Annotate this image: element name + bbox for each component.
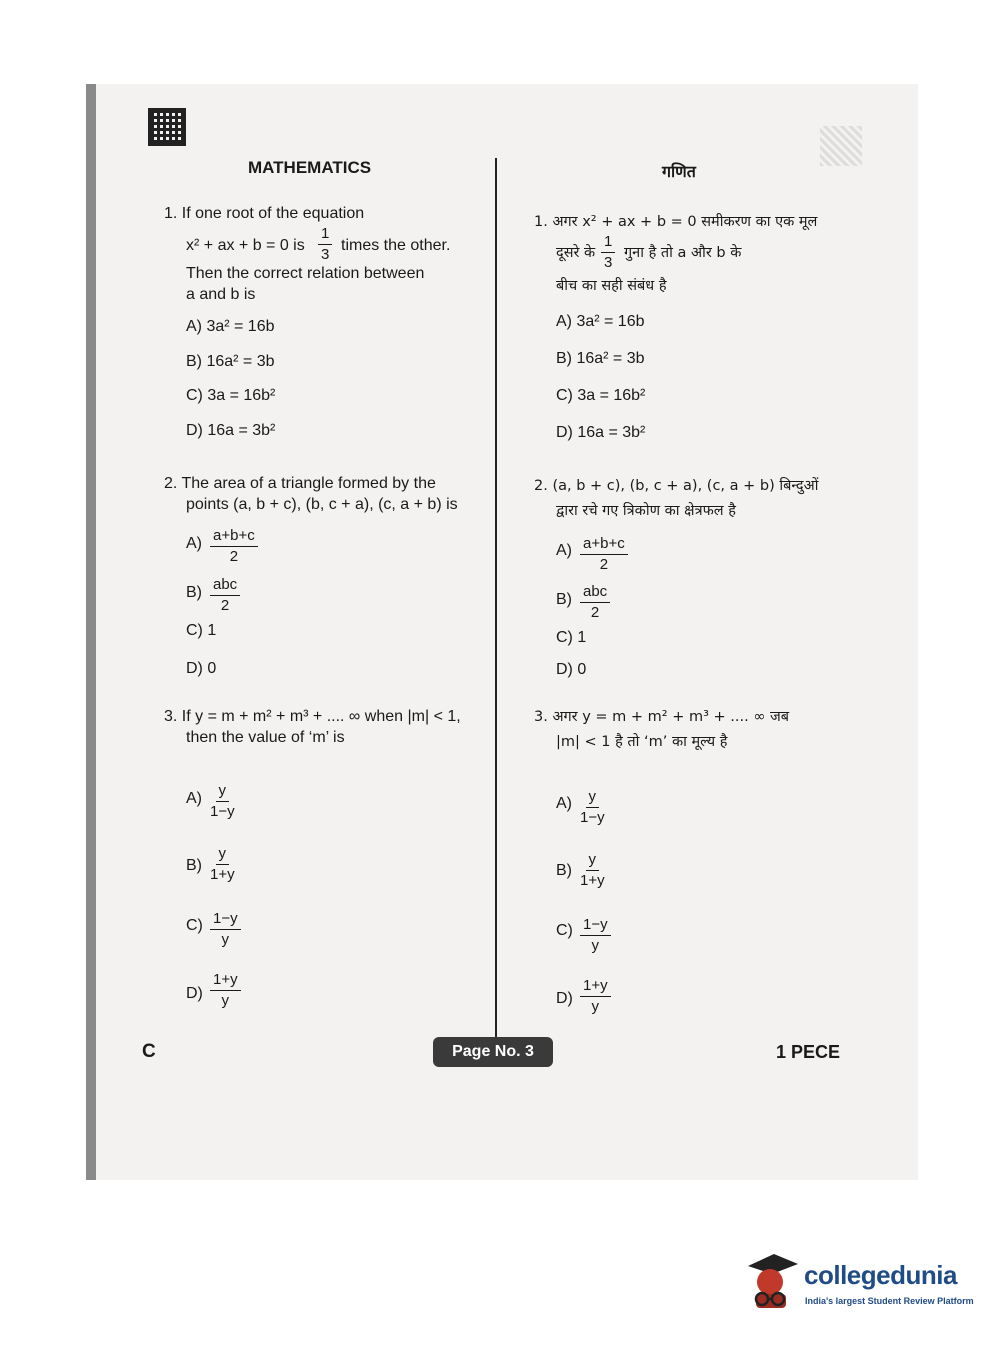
mascot-icon xyxy=(744,1252,800,1312)
frac-denominator: y xyxy=(591,937,600,954)
q1-hindi-line3: बीच का सही संबंध है xyxy=(556,278,667,294)
q2-hindi-fraction-a xyxy=(580,535,628,574)
q3-fraction-a xyxy=(210,782,235,821)
q3-hindi-fraction-c xyxy=(580,916,611,955)
q1-hindi-option-a: A) 3a² = 16b xyxy=(556,313,645,330)
frac-numerator: 1 xyxy=(601,233,615,253)
frac-denominator: 3 xyxy=(604,254,613,271)
q1-hindi-option-c: C) 3a = 16b² xyxy=(556,387,646,404)
q3-fraction-c xyxy=(210,910,241,949)
q3-hindi-line2: |m| < 1 है तो ‘m’ का मूल्य है xyxy=(556,734,728,750)
q3-hindi-label-a: A) xyxy=(556,795,572,812)
q2-hindi-label-a: A) xyxy=(556,542,572,559)
q3-hindi-line1: 3. अगर y = m + m² + m³ + .... ∞ जब xyxy=(534,709,790,725)
frac-numerator: 1−y xyxy=(580,916,611,936)
heading-hindi: गणित xyxy=(662,162,696,181)
logo-wordmark: collegedunia xyxy=(804,1260,957,1290)
q2-hindi-line2: द्वारा रचे गए त्रिकोण का क्षेत्रफल है xyxy=(556,503,736,519)
q3-hindi-label-d: D) xyxy=(556,990,573,1007)
frac-denominator: 1+y xyxy=(210,866,235,883)
frac-numerator: abc xyxy=(210,576,240,596)
q3-label-d: D) xyxy=(186,985,203,1002)
frac-denominator: y xyxy=(591,998,600,1015)
q1-hindi-line2b: गुना है तो a और b के xyxy=(624,245,742,261)
booklet-series: C xyxy=(142,1041,156,1062)
frac-denominator: 1+y xyxy=(580,872,605,889)
q3-hindi-fraction-d xyxy=(580,977,611,1016)
frac-numerator: y xyxy=(586,851,600,871)
q3-hindi-fraction-b xyxy=(580,851,605,890)
q1-hindi-fraction xyxy=(601,233,615,272)
q2-label-a: A) xyxy=(186,535,202,552)
frac-denominator: 2 xyxy=(599,556,609,573)
frac-denominator: y xyxy=(221,931,230,948)
frac-denominator: 1−y xyxy=(210,803,235,820)
q3-hindi-label-b: B) xyxy=(556,862,572,879)
frac-denominator: 2 xyxy=(220,597,230,614)
q2-line2: points (a, b + c), (b, c + a), (c, a + b) is xyxy=(186,496,458,513)
frac-numerator: 1+y xyxy=(580,977,611,997)
q1-hindi-line1: 1. अगर x² + ax + b = 0 समीकरण का एक मूल xyxy=(534,214,818,230)
q2-line1: 2. The area of a triangle formed by the xyxy=(164,475,436,492)
q3-hindi-fraction-a xyxy=(580,788,605,827)
heading-english: MATHEMATICS xyxy=(248,158,372,177)
q3-line1: 3. If y = m + m² + m³ + .... ∞ when |m| < 1, xyxy=(164,708,461,725)
q2-hindi-fraction-b xyxy=(580,583,610,622)
q1-hindi-option-b: B) 16a² = 3b xyxy=(556,350,645,367)
frac-numerator: y xyxy=(216,845,230,865)
frac-denominator: 2 xyxy=(229,548,239,565)
q3-label-a: A) xyxy=(186,790,202,807)
q1-option-c: C) 3a = 16b² xyxy=(186,387,276,404)
q2-fraction-a xyxy=(210,527,258,566)
q2-label-c: C) 1 xyxy=(186,622,217,639)
page-number-badge: Page No. 3 xyxy=(433,1037,553,1067)
frac-numerator: 1−y xyxy=(210,910,241,930)
q1-fraction xyxy=(318,225,332,264)
q2-fraction-b xyxy=(210,576,240,615)
frac-numerator: a+b+c xyxy=(580,535,628,555)
q1-option-d: D) 16a = 3b² xyxy=(186,422,276,439)
frac-denominator: 2 xyxy=(590,604,600,621)
q3-label-c: C) xyxy=(186,917,203,934)
paper-code: 1 PECE xyxy=(776,1042,841,1062)
frac-numerator: 1+y xyxy=(210,971,241,991)
q3-fraction-b xyxy=(210,845,235,884)
logo-tagline: India's largest Student Review Platform xyxy=(805,1296,974,1306)
q1-line1: 1. If one root of the equation xyxy=(164,205,365,222)
frac-denominator: y xyxy=(221,992,230,1009)
q1-hindi-line2a: दूसरे के xyxy=(556,245,596,261)
frac-numerator: abc xyxy=(580,583,610,603)
q1-line2b: times the other. xyxy=(341,237,451,254)
frac-denominator: 3 xyxy=(321,246,330,263)
q3-hindi-label-c: C) xyxy=(556,922,573,939)
collegedunia-logo xyxy=(744,1250,974,1320)
q1-hindi-option-d: D) 16a = 3b² xyxy=(556,424,646,441)
q1-line2a: x² + ax + b = 0 is xyxy=(186,237,305,254)
qr-code-icon xyxy=(148,108,186,146)
q2-hindi-label-b: B) xyxy=(556,591,572,608)
frac-numerator: y xyxy=(216,782,230,802)
q3-label-b: B) xyxy=(186,857,202,874)
frac-numerator: 1 xyxy=(318,225,332,245)
frac-numerator: a+b+c xyxy=(210,527,258,547)
q2-hindi-label-c: C) 1 xyxy=(556,629,587,646)
q2-label-b: B) xyxy=(186,584,202,601)
q2-label-d: D) 0 xyxy=(186,660,217,677)
frac-numerator: y xyxy=(586,788,600,808)
q1-line4: a and b is xyxy=(186,286,256,303)
frac-denominator: 1−y xyxy=(580,809,605,826)
q2-hindi-line1: 2. (a, b + c), (b, c + a), (c, a + b) बिन्दुओं xyxy=(534,478,819,494)
q3-fraction-d xyxy=(210,971,241,1010)
q2-hindi-label-d: D) 0 xyxy=(556,661,587,678)
q1-line3: Then the correct relation between xyxy=(186,265,425,282)
qr-code-ghost-icon xyxy=(820,126,862,166)
q1-option-a: A) 3a² = 16b xyxy=(186,318,275,335)
q3-line2: then the value of ‘m’ is xyxy=(186,729,345,746)
q1-option-b: B) 16a² = 3b xyxy=(186,353,275,370)
column-divider xyxy=(495,158,497,1038)
